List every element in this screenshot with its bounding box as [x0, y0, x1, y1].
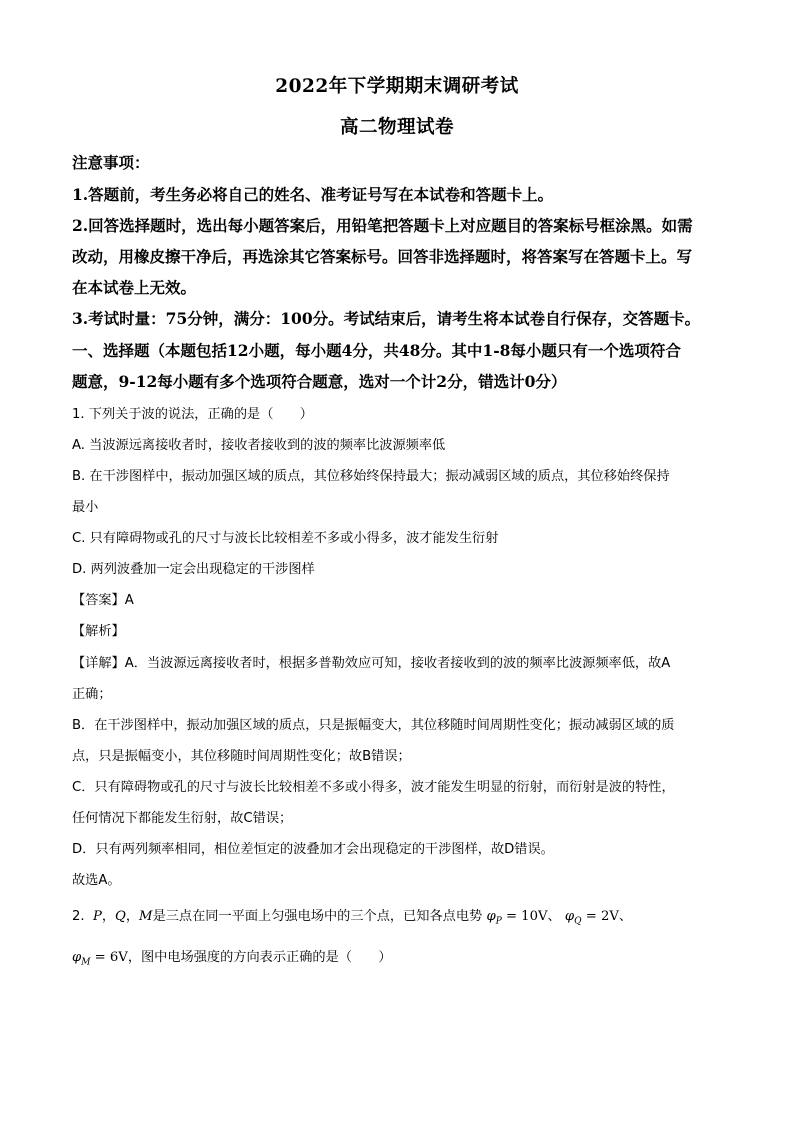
section-heading-line: 题意，9-12每小题有多个选项符合题意，选对一个计2分，错选计0分） — [72, 372, 567, 391]
notice-line: 改动，用橡皮擦干净后，再选涂其它答案标号。回答非选择题时，将答案写在答题卡上。写 — [72, 247, 693, 266]
notice-line: 2.回答选择题时，选出每小题答案后，用铅笔把答题卡上对应题目的答案标号框涂黑。如需 — [72, 216, 693, 235]
phi-symbol: φ — [564, 909, 575, 924]
notice-line: 3.考试时量：75分钟，满分：100分。考试结束后，请考生将本试卷自行保存，交答题卡。 — [72, 309, 701, 328]
question-text: 是三点在同一平面上匀强电场中的三个点，已知各点电势 — [152, 909, 483, 924]
detail-line: 故选A。 — [72, 873, 121, 888]
detail-line: D．只有两列频率相同，相位差恒定的波叠加才会出现稳定的干涉图样，故D错误。 — [72, 842, 554, 857]
exam-subtitle: 高二物理试卷 — [339, 117, 454, 138]
detail-line: 任何情况下都能发生衍射，故C错误； — [72, 811, 293, 826]
option-d: D. 两列波叠加一定会出现稳定的干涉图样 — [72, 562, 315, 577]
option-c: C. 只有障碍物或孔的尺寸与波长比较相差不多或小得多，波才能发生衍射 — [72, 531, 499, 546]
detail-line: 点，只是振幅变小，其位移随时间周期性变化；故B错误； — [72, 749, 411, 764]
potential-value: = 10V — [501, 909, 548, 924]
notice-line: 在本试卷上无效。 — [72, 278, 197, 297]
phi-symbol: φ — [72, 950, 82, 965]
question-text: ，图中电场强度的方向表示正确的是（ ） — [127, 950, 392, 965]
option-b: B. 在干涉图样中，振动加强区域的质点，其位移始终保持最大；振动减弱区域的质点，其位移始终保持 — [72, 469, 670, 484]
section-heading-line: 一、选择题（本题包括12小题，每小题4分，共48分。其中1-8每小题只有一个选项符合 — [72, 341, 681, 360]
point-q: Q — [115, 909, 126, 924]
answer-label: 【答案】A — [72, 593, 134, 608]
phi-subscript: P — [495, 916, 502, 927]
point-p: P — [92, 909, 102, 924]
notice-line: 1.答题前，考生务必将自己的姓名、准考证号写在本试卷和答题卡上。 — [72, 185, 554, 204]
detail-line: C．只有障碍物或孔的尺寸与波长比较相差不多或小得多，波才能发生明显的衍射，而衍射是波的特性， — [72, 780, 675, 795]
detail-line: B．在干涉图样中，振动加强区域的质点，只是振幅变大，其位移随时间周期性变化；振动减弱区域的质 — [72, 718, 675, 733]
detail-line: 正确； — [72, 687, 112, 702]
separator: 、 — [547, 909, 561, 924]
separator: ， — [101, 909, 116, 924]
notice-heading: 注意事项： — [72, 153, 150, 172]
potential-value: = 2V — [581, 909, 619, 924]
question-stem: 1. 下列关于波的说法，正确的是（ ） — [72, 407, 313, 422]
separator: 、 — [618, 909, 633, 924]
potential-value: = 6V — [90, 950, 128, 965]
phi-subscript: Q — [574, 916, 582, 927]
exam-title: 2022年下学期期末调研考试 — [275, 76, 519, 97]
point-m: M — [139, 909, 153, 924]
analysis-heading: 【解析】 — [72, 624, 125, 639]
phi-subscript: M — [81, 957, 91, 968]
option-a: A. 当波源远离接收者时，接收者接收到的波的频率比波源频率低 — [72, 438, 446, 453]
option-b-cont: 最小 — [72, 500, 99, 515]
phi-symbol: φ — [486, 909, 496, 924]
question-number: 2. — [72, 909, 85, 924]
question-2-line-1 — [72, 905, 727, 927]
detail-line: 【详解】A．当波源远离接收者时，根据多普勒效应可知，接收者接收到的波的频率比波源频率低，故A — [72, 656, 671, 671]
separator: ， — [125, 909, 140, 924]
question-2-line-2 — [72, 946, 727, 968]
